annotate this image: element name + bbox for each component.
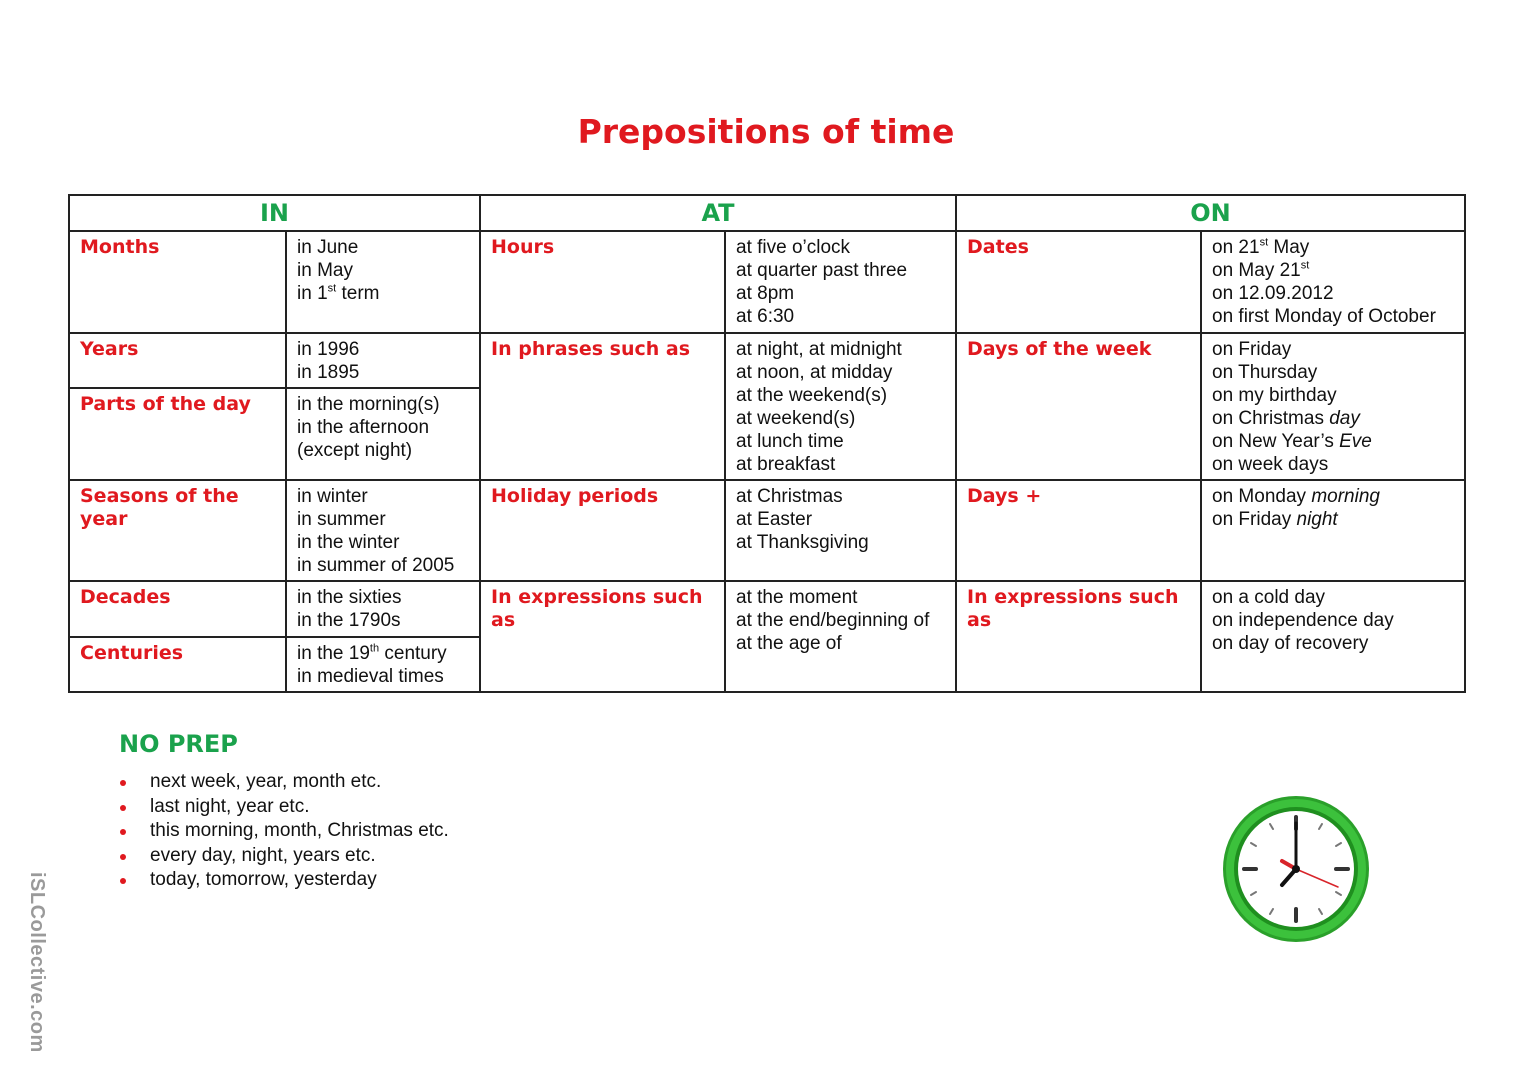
examples-on-expressions: on a cold day on independence day on day of recovery (1201, 581, 1465, 692)
bullet-icon (120, 780, 126, 786)
header-at: AT (480, 195, 956, 231)
table-row (69, 480, 1465, 581)
no-prep-list (120, 770, 449, 893)
category-months: Months (69, 231, 286, 333)
header-row (69, 195, 1465, 231)
prepositions-table (68, 194, 1466, 693)
clock-icon (1220, 793, 1372, 945)
watermark: iSLCollective.com (26, 872, 48, 1053)
examples-centuries: in the 19th century in medieval times (286, 637, 480, 692)
bullet-icon (120, 805, 126, 811)
category-centuries: Centuries (69, 637, 286, 692)
bullet-icon (120, 854, 126, 860)
examples-hours: at five o’clock at quarter past three at 8pm at 6:30 (725, 231, 956, 333)
no-prep-heading: NO PREP (119, 730, 238, 758)
examples-months: in June in May in 1st term (286, 231, 480, 333)
list-item: next week, year, month etc. (120, 770, 449, 795)
examples-decades: in the sixties in the 1790s (286, 581, 480, 637)
category-on-expressions: In expressions such as (956, 581, 1201, 692)
examples-at-expressions: at the moment at the end/beginning of at the age of (725, 581, 956, 692)
category-phrases: In phrases such as (480, 333, 725, 480)
examples-phrases: at night, at midnight at noon, at midday at the weekend(s) at weekend(s) at lunch time at breakfast (725, 333, 956, 480)
category-at-expressions: In expressions such as (480, 581, 725, 692)
examples-years: in 1996 in 1895 (286, 333, 480, 388)
table-row (69, 581, 1465, 637)
category-seasons: Seasons of the year (69, 480, 286, 581)
category-hours: Hours (480, 231, 725, 333)
header-in: IN (69, 195, 480, 231)
examples-holidays: at Christmas at Easter at Thanksgiving (725, 480, 956, 581)
examples-days-of-week: on Friday on Thursday on my birthday on Christmas day on New Year’s Eve on week days (1201, 333, 1465, 480)
category-decades: Decades (69, 581, 286, 637)
bullet-icon (120, 878, 126, 884)
examples-dates: on 21st May on May 21st on 12.09.2012 on first Monday of October (1201, 231, 1465, 333)
examples-parts-of-day: in the morning(s) in the afternoon (except night) (286, 388, 480, 480)
list-item: every day, night, years etc. (120, 844, 449, 869)
header-on: ON (956, 195, 1465, 231)
category-holidays: Holiday periods (480, 480, 725, 581)
category-days-of-week: Days of the week (956, 333, 1201, 480)
bullet-icon (120, 829, 126, 835)
list-item: today, tomorrow, yesterday (120, 868, 449, 893)
list-item: this morning, month, Christmas etc. (120, 819, 449, 844)
category-parts-of-day: Parts of the day (69, 388, 286, 480)
category-dates: Dates (956, 231, 1201, 333)
category-days-plus: Days + (956, 480, 1201, 581)
table-row (69, 231, 1465, 333)
list-item: last night, year etc. (120, 795, 449, 820)
examples-seasons: in winter in summer in the winter in summer of 2005 (286, 480, 480, 581)
table-row (69, 333, 1465, 388)
page-title: Prepositions of time (577, 112, 955, 151)
examples-days-plus: on Monday morning on Friday night (1201, 480, 1465, 581)
category-years: Years (69, 333, 286, 388)
